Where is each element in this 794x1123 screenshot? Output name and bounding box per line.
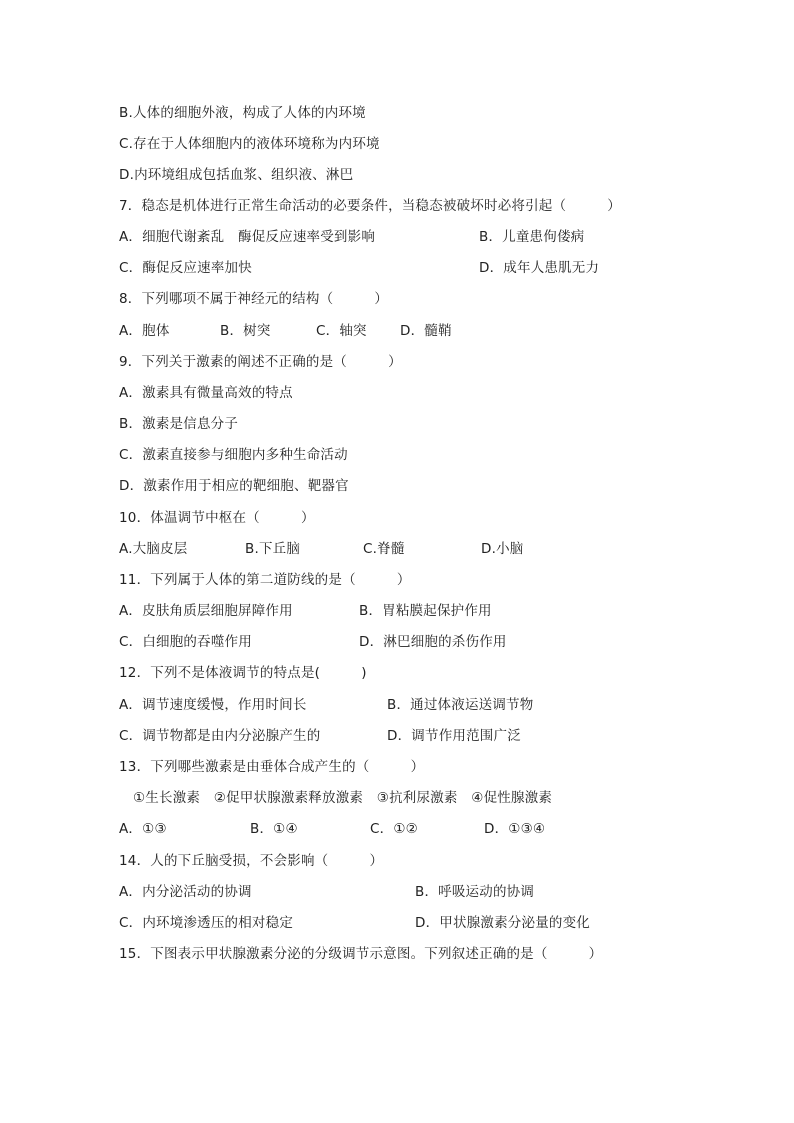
q13-items: ①生长激素 ②促甲状腺激素释放激素 ③抗利尿激素 ④促性腺激素 — [133, 790, 553, 806]
option-c-line: C.存在于人体细胞内的液体环境称为内环境 — [119, 136, 380, 152]
q7-option-a: A．细胞代谢紊乱 酶促反应速率受到影响 — [119, 229, 376, 245]
q7-option-c: C．酶促反应速率加快 — [119, 260, 252, 276]
q12-option-a: A．调节速度缓慢，作用时间长 — [119, 697, 307, 713]
q9-option-d: D．激素作用于相应的靶细胞、靶器官 — [119, 478, 349, 494]
q9-option-c: C．激素直接参与细胞内多种生命活动 — [119, 447, 348, 463]
q8-option-c: C．轴突 — [316, 323, 367, 339]
q14-option-b: B．呼吸运动的协调 — [415, 884, 535, 900]
q9-option-b: B．激素是信息分子 — [119, 416, 239, 432]
q13-option-b: B．①④ — [250, 821, 298, 837]
q13-option-d: D．①③④ — [484, 821, 546, 837]
q14-option-d: D．甲状腺激素分泌量的变化 — [415, 915, 590, 931]
question-15: 15．下图表示甲状腺激素分泌的分级调节示意图。下列叙述正确的是（ ） — [119, 946, 603, 962]
q10-option-d: D.小脑 — [481, 541, 524, 557]
q8-option-b: B．树突 — [220, 323, 271, 339]
option-b-line: B.人体的细胞外液，构成了人体的内环境 — [119, 105, 366, 121]
option-d-line: D.内环境组成包括血浆、组织液、淋巴 — [119, 167, 354, 183]
q11-option-c: C．白细胞的吞噬作用 — [119, 634, 252, 650]
question-13: 13．下列哪些激素是由垂体合成产生的（ ） — [119, 759, 425, 775]
q7-option-d: D．成年人患肌无力 — [479, 260, 600, 276]
q9-option-a: A．激素具有微量高效的特点 — [119, 385, 293, 401]
question-8: 8．下列哪项不属于神经元的结构（ ） — [119, 291, 389, 307]
q12-option-b: B．通过体液运送调节物 — [387, 697, 534, 713]
question-10: 10．体温调节中枢在（ ） — [119, 510, 315, 526]
q10-option-c: C.脊髓 — [363, 541, 405, 557]
q11-option-d: D．淋巴细胞的杀伤作用 — [359, 634, 507, 650]
q11-option-a: A．皮肤角质层细胞屏障作用 — [119, 603, 293, 619]
q7-option-b: B．儿童患佝偻病 — [479, 229, 585, 245]
q13-option-c: C．①② — [370, 821, 418, 837]
question-7: 7．稳态是机体进行正常生命活动的必要条件，当稳态被破坏时必将引起（ ） — [119, 198, 621, 214]
q12-option-d: D．调节作用范围广泛 — [387, 728, 521, 744]
q10-option-b: B.下丘脑 — [245, 541, 301, 557]
q10-option-a: A.大脑皮层 — [119, 541, 188, 557]
question-14: 14．人的下丘脑受损，不会影响（ ） — [119, 853, 384, 869]
q14-option-c: C．内环境渗透压的相对稳定 — [119, 915, 294, 931]
question-11: 11．下列属于人体的第二道防线的是（ ） — [119, 572, 411, 588]
q14-option-a: A．内分泌活动的协调 — [119, 884, 252, 900]
question-9: 9．下列关于激素的阐述不正确的是（ ） — [119, 354, 402, 370]
question-12: 12．下列不是体液调节的特点是( ) — [119, 665, 367, 681]
q8-option-a: A．胞体 — [119, 323, 170, 339]
q13-option-a: A．①③ — [119, 821, 167, 837]
q8-option-d: D．髓鞘 — [400, 323, 452, 339]
q12-option-c: C．调节物都是由内分泌腺产生的 — [119, 728, 321, 744]
q11-option-b: B．胃粘膜起保护作用 — [359, 603, 492, 619]
